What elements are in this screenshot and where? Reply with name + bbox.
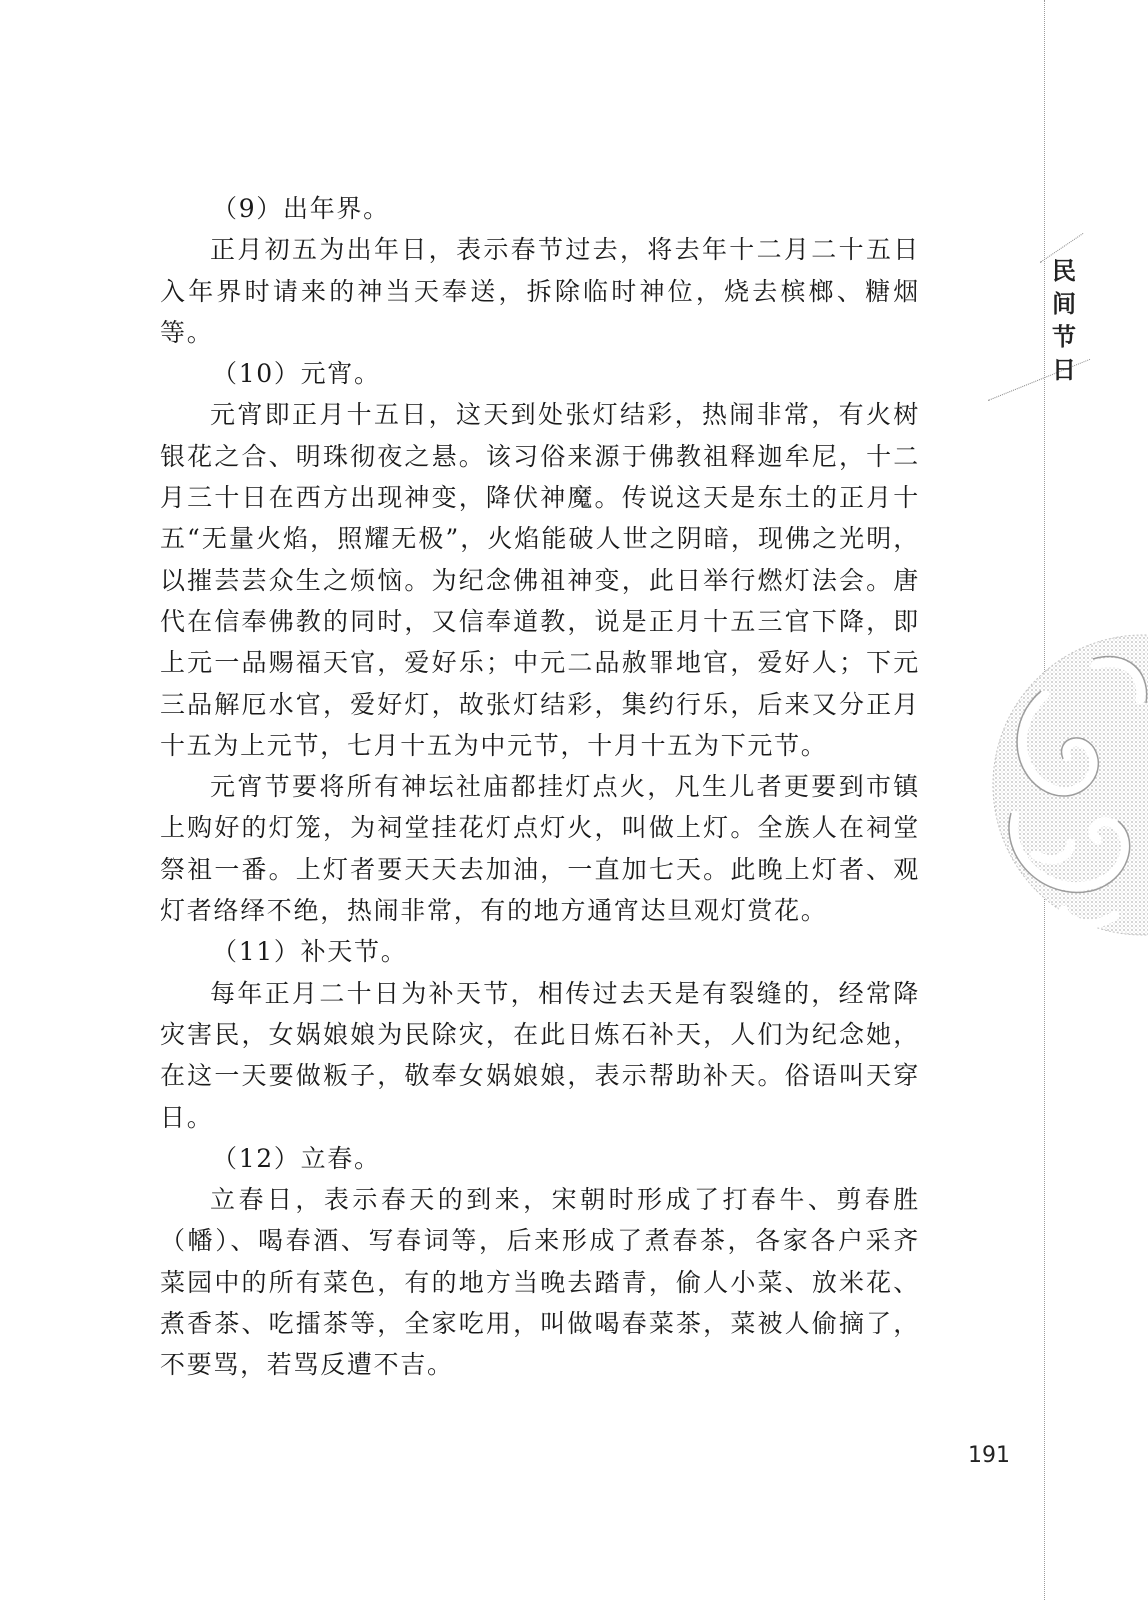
section-heading: （11）补天节。 <box>212 937 408 967</box>
decorative-ornament-icon <box>975 625 1148 945</box>
section-tab-char: 节 <box>1052 323 1076 351</box>
paragraph: 元宵即正月十五日，这天到处张灯结彩，热闹非常，有火树银花之合、明珠彻夜之悬。该习俗来源于佛教祖释迦牟尼，十二月三十日在西方出现神变，降伏神魔。传说这天是东土的正月十五“无量火焰，照耀无极”，火焰能破人世之阴暗，现佛之光明，以摧芸芸众生之烦恼。为纪念佛祖神变，此日举行燃灯法会。唐代在信奉佛教的同时，又信奉道教，说是正月十五三官下降，即上元一品赐福天官，爱好乐；中元二品赦罪地官，爱好人；下元三品解厄水官，爱好灯，故张灯结彩，集约行乐，后来又分正月十五为上元节，七月十五为中元节，十月十五为下元节。 <box>160 400 920 760</box>
paragraph: 立春日，表示春天的到来，宋朝时形成了打春牛、剪春胜（幡）、喝春酒、写春词等，后来形成了煮春茶，各家各户采齐菜园中的所有菜色，有的地方当晚去踏青，偷人小菜、放米花、煮香茶、吃擂茶等，全家吃用，叫做喝春菜茶，菜被人偷摘了，不要骂，若骂反遭不吉。 <box>160 1185 920 1380</box>
body-text <box>160 188 920 1386</box>
section-tab-char: 日 <box>1052 356 1076 384</box>
section-tab <box>1046 255 1082 387</box>
paragraph: 元宵节要将所有神坛社庙都挂灯点火，凡生儿者更要到市镇上购好的灯笼，为祠堂挂花灯点灯火，叫做上灯。全族人在祠堂祭祖一番。上灯者要天天去加油，一直加七天。此晚上灯者、观灯者络绎不绝，热闹非常，有的地方通宵达旦观灯赏花。 <box>160 772 920 926</box>
section-tab-char: 民 <box>1052 257 1076 285</box>
paragraph: 每年正月二十日为补天节，相传过去天是有裂缝的，经常降灾害民，女娲娘娘为民除灾，在此日炼石补天，人们为纪念她，在这一天要做粄子，敬奉女娲娘娘，表示帮助补天。俗语叫天穿日。 <box>160 978 920 1132</box>
section-heading: （9）出年界。 <box>212 194 390 223</box>
section-heading: （12）立春。 <box>212 1143 381 1173</box>
page-number: 191 <box>968 1443 1010 1468</box>
section-heading: （10）元宵。 <box>212 359 381 389</box>
paragraph: 正月初五为出年日，表示春节过去，将去年十二月二十五日入年界时请来的神当天奉送，拆除临时神位，烧去槟榔、糖烟等。 <box>160 235 920 347</box>
section-tab-char: 间 <box>1052 290 1076 318</box>
